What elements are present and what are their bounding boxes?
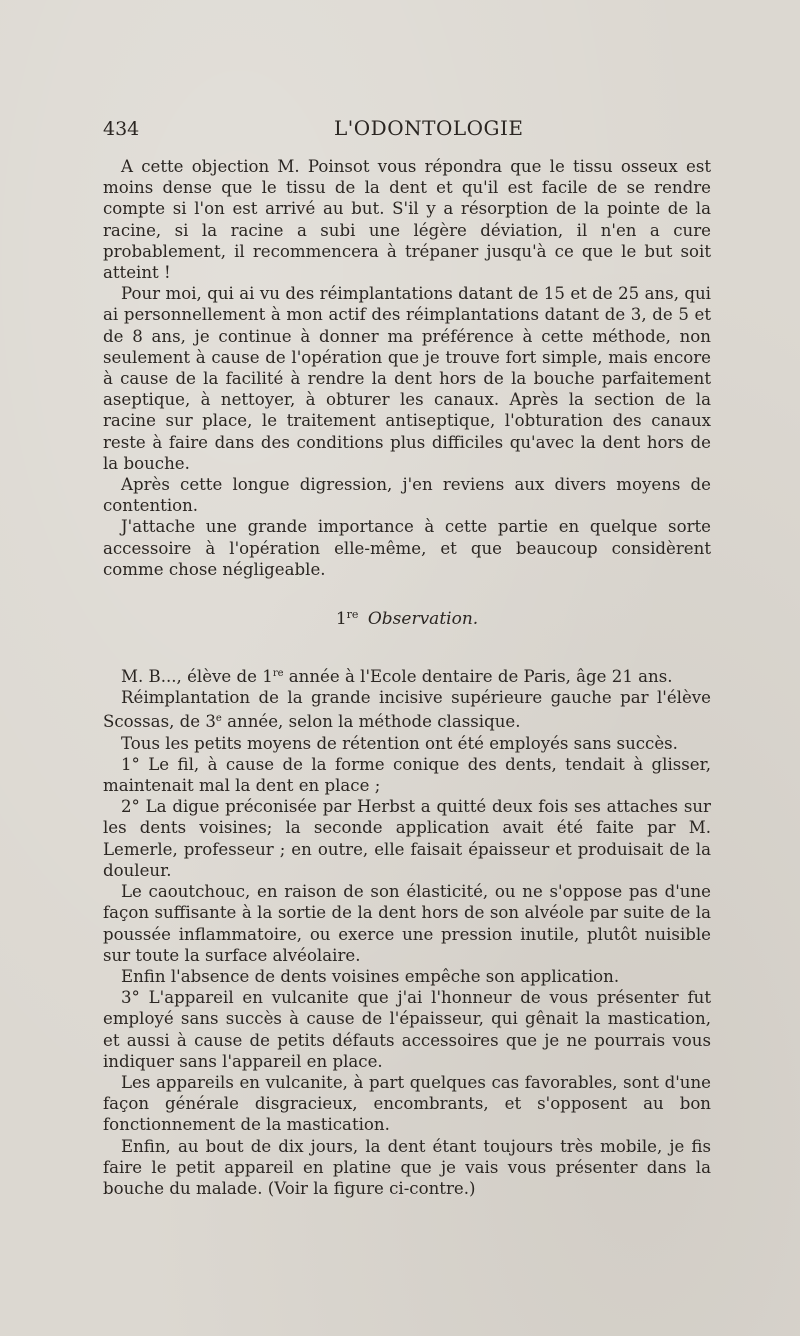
page-number: 434 bbox=[103, 118, 140, 140]
reimplantation-sup: e bbox=[215, 713, 222, 725]
observation-heading bbox=[103, 608, 711, 629]
reimplantation-text-b: année, selon la méthode classique. bbox=[221, 712, 521, 732]
journal-title: L'ODONTOLOGIE bbox=[334, 116, 524, 140]
paragraph-reimplantation bbox=[103, 687, 711, 732]
paragraph-platine: Enfin, au bout de dix jours, la dent étant toujours très mobile, je fis faire le petit appareil en platine que je vais vous présenter dans la bouche du malade. (Voir la figure ci-contre.) bbox=[103, 1136, 711, 1198]
paragraph-caoutchouc: Le caoutchouc, en raison de son élasticité, ou ne s'oppose pas d'une façon suffisante à la sortie de la dent hors de son alvéole par suite de la poussée inflammatoire, ou exerce une pression inutile, plutôt nuisible sur toute la surface alvéolaire. bbox=[103, 882, 711, 965]
reimplantation-text-a: Réimplantation de la grande incisive supérieure gauche par l'élève Scossas, de 3 bbox=[103, 688, 711, 732]
patient-text-b: année à l'Ecole dentaire de Paris, âge 21 ans. bbox=[283, 667, 673, 687]
observation-number-sup: re bbox=[346, 608, 359, 622]
paragraph-objection: A cette objection M. Poinsot vous répondra que le tissu osseux est moins dense que le tissu de la dent et qu'il est facile de se rendre compte si l'on est arrivé au but. S'il y a résorption de la pointe de la racine, si la racine a subi une légère déviation, il n'en a cure probablement, il recommencera à trépaner jusqu'à ce que le but soit atteint ! bbox=[103, 157, 711, 283]
running-head bbox=[103, 116, 711, 146]
paragraph-appareils: Les appareils en vulcanite, à part quelques cas favorables, sont d'une façon générale disgracieux, encombrants, et s'opposent au bon fonctionnement de la mastication. bbox=[103, 1072, 711, 1135]
observation-number: 1 bbox=[335, 609, 347, 630]
paragraph-preference: Pour moi, qui ai vu des réimplantations datant de 15 et de 25 ans, qui ai personnellement à mon actif des réimplantations datant de 3, de 5 et de 8 ans, je continue à donner ma préférence à cette méthode, non seulement à cause de l'opération que je trouve fort simple, mais encore à cause de la facilité à rendre la dent hors de la bouche parfaitement aseptique, à nettoyer, à obturer les canaux. Après la section de la racine sur place, le traitement antiseptique, l'obturation des canaux reste à faire dans des conditions plus difficiles qu'avec la dent hors de la bouche. bbox=[103, 284, 711, 473]
paragraph-fil: 1° Le fil, à cause de la forme conique des dents, tendait à glisser, maintenait mal la dent en place ; bbox=[103, 754, 711, 796]
document-page bbox=[103, 116, 711, 1199]
paragraph-absence: Enfin l'absence de dents voisines empêche son application. bbox=[121, 966, 620, 986]
paragraph-retention: Tous les petits moyens de rétention ont été employés sans succès. bbox=[121, 733, 678, 753]
patient-text-a: M. B..., élève de 1 bbox=[121, 667, 273, 687]
paragraph-digue: 2° La digue préconisée par Herbst a quitté deux fois ses attaches sur les dents voisines; la seconde application avait été faite par M. Lemerle, professeur ; en outre, elle faisait épaisseur et produisait de la douleur. bbox=[103, 797, 711, 880]
paragraph-importance: J'attache une grande importance à cette partie en quelque sorte accessoire à l'opération elle-même, et que beaucoup considèrent comme chose négligeable. bbox=[103, 517, 711, 579]
paragraph-patient bbox=[103, 663, 711, 687]
patient-sup: re bbox=[272, 668, 284, 680]
paragraph-digression: Après cette longue digression, j'en reviens aux divers moyens de contention. bbox=[103, 475, 711, 516]
paragraph-vulcanite: 3° L'appareil en vulcanite que j'ai l'honneur de vous présenter fut employé sans succès à cause de l'épaisseur, qui gênait la mastication, et aussi à cause de petits défauts accessoires que je ne pourrais vous indiquer sans l'appareil en place. bbox=[103, 988, 711, 1071]
observation-title: Observation. bbox=[367, 609, 479, 630]
